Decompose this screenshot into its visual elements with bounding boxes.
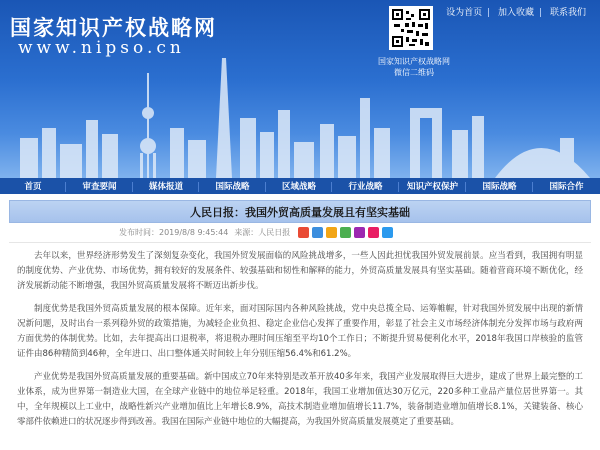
article-body [9,243,591,430]
publish-date: 发布时间：2019/8/8 9:45:44 [119,228,229,237]
article [9,200,591,450]
article-paragraph: 去年以来，世界经济形势发生了深刻复杂变化，我国外贸发展面临的风险挑战增多，一些人因此担忧我国外贸发展前景。应当看到，我国拥有明显的制度优势、产业优势、市场优势，拥有较好的发展条件、较强基础和韧性和解释的能力，外贸高质量发展具有坚实基础。随着营商环境不断优化，经济发展新动能不断增强，我国外贸高质量发展将不断迈出新步伐。 [17,251,583,291]
share-bar [298,227,393,238]
link-set-home[interactable]: 设为首页 [446,8,483,18]
wechat-qr-code [389,6,433,50]
link-contact-us[interactable]: 联系我们 [549,8,586,18]
article-paragraph: 产业优势是我国外贸高质量发展的重要基础。新中国成立70年来特别是改革开放40多年来，我国产业发展取得巨大进步，建成了世界上最完整的工业体系，成为世界第一制造业大国，在全球产业链中的地位举足轻重。2018年，我国工业增加值达30万亿元，220多种工业品产量位居世界第一。其中，全年规模以上工业中，战略性新兴产业增加值比上年增长8.9%，高技术制造业增加值增长11.7%，装备制造业增加值增长8.1%，关键装备、核心零部件依赖进口的状况逐步得到改善。我国在国际产业链中地位的大幅提高，为我国外贸高质量发展奠定了重要基础。 [17,372,583,427]
article-title: 人民日报：我国外贸高质量发展且有坚实基础 [190,205,410,219]
share-wechat-icon[interactable] [340,227,351,238]
article-source: 来源：人民日报 [234,228,291,237]
site-logo-cn[interactable]: 国家知识产权战略网 [10,16,217,40]
share-douban-icon[interactable] [368,227,379,238]
site-logo-en[interactable]: www.nipso.cn [18,38,185,58]
share-qzone-icon[interactable] [312,227,323,238]
share-tencent-weibo-icon[interactable] [326,227,337,238]
top-links: 设为首页 | 加入收藏 | 联系我们 [446,8,586,18]
qr-caption: 国家知识产权战略网 微信二维码 [378,57,450,77]
nav-item-international-cooperation[interactable]: 国际合作 [549,182,584,192]
nav-item-national-strategy[interactable]: 国际战略 [199,180,266,192]
city-skyline-illustration [0,58,600,178]
header-banner [0,0,600,178]
nav-item-media-reports[interactable]: 媒体报道 [133,180,199,192]
nav-item-regional-strategy[interactable]: 区域战略 [266,180,332,192]
article-paragraph: 制度优势是我国外贸高质量发展的根本保障。近年来，面对国际国内各种风险挑战，党中央总揽全局、运筹帷幄，针对我国外贸发展中出现的新情况新问题，及时出台一系列稳外贸的政策措施，为减轻企业负担、稳定企业信心发挥了重要作用，彰显了社会主义市场经济体制充分发挥市场与政府两方面优势的体制优势。比如，去年提高出口退税率，将退税办理时间压缩至平均10个工作日；不断提升贸易便利化水平，2018年我国口岸核验的监管证件由86种精简到46种，全年进口、出口整体通关时间较上年分别压缩56.4%和61.2%。 [17,304,583,359]
share-renren-icon[interactable] [354,227,365,238]
article-meta [9,223,591,243]
nav-item-review-news[interactable]: 审查要闻 [66,180,133,192]
nav-item-international-strategy[interactable]: 国际战略 [466,180,533,192]
nav-item-home[interactable]: 首页 [0,180,66,192]
main-nav [0,178,600,194]
nav-item-industry-strategy[interactable]: 行业战略 [332,180,399,192]
share-weibo-icon[interactable] [298,227,309,238]
article-title-bar [9,200,591,223]
link-add-favorite[interactable]: 加入收藏 [498,8,535,18]
share-more-icon[interactable] [382,227,393,238]
nav-item-ip-protection[interactable]: 知识产权保护 [399,180,466,192]
